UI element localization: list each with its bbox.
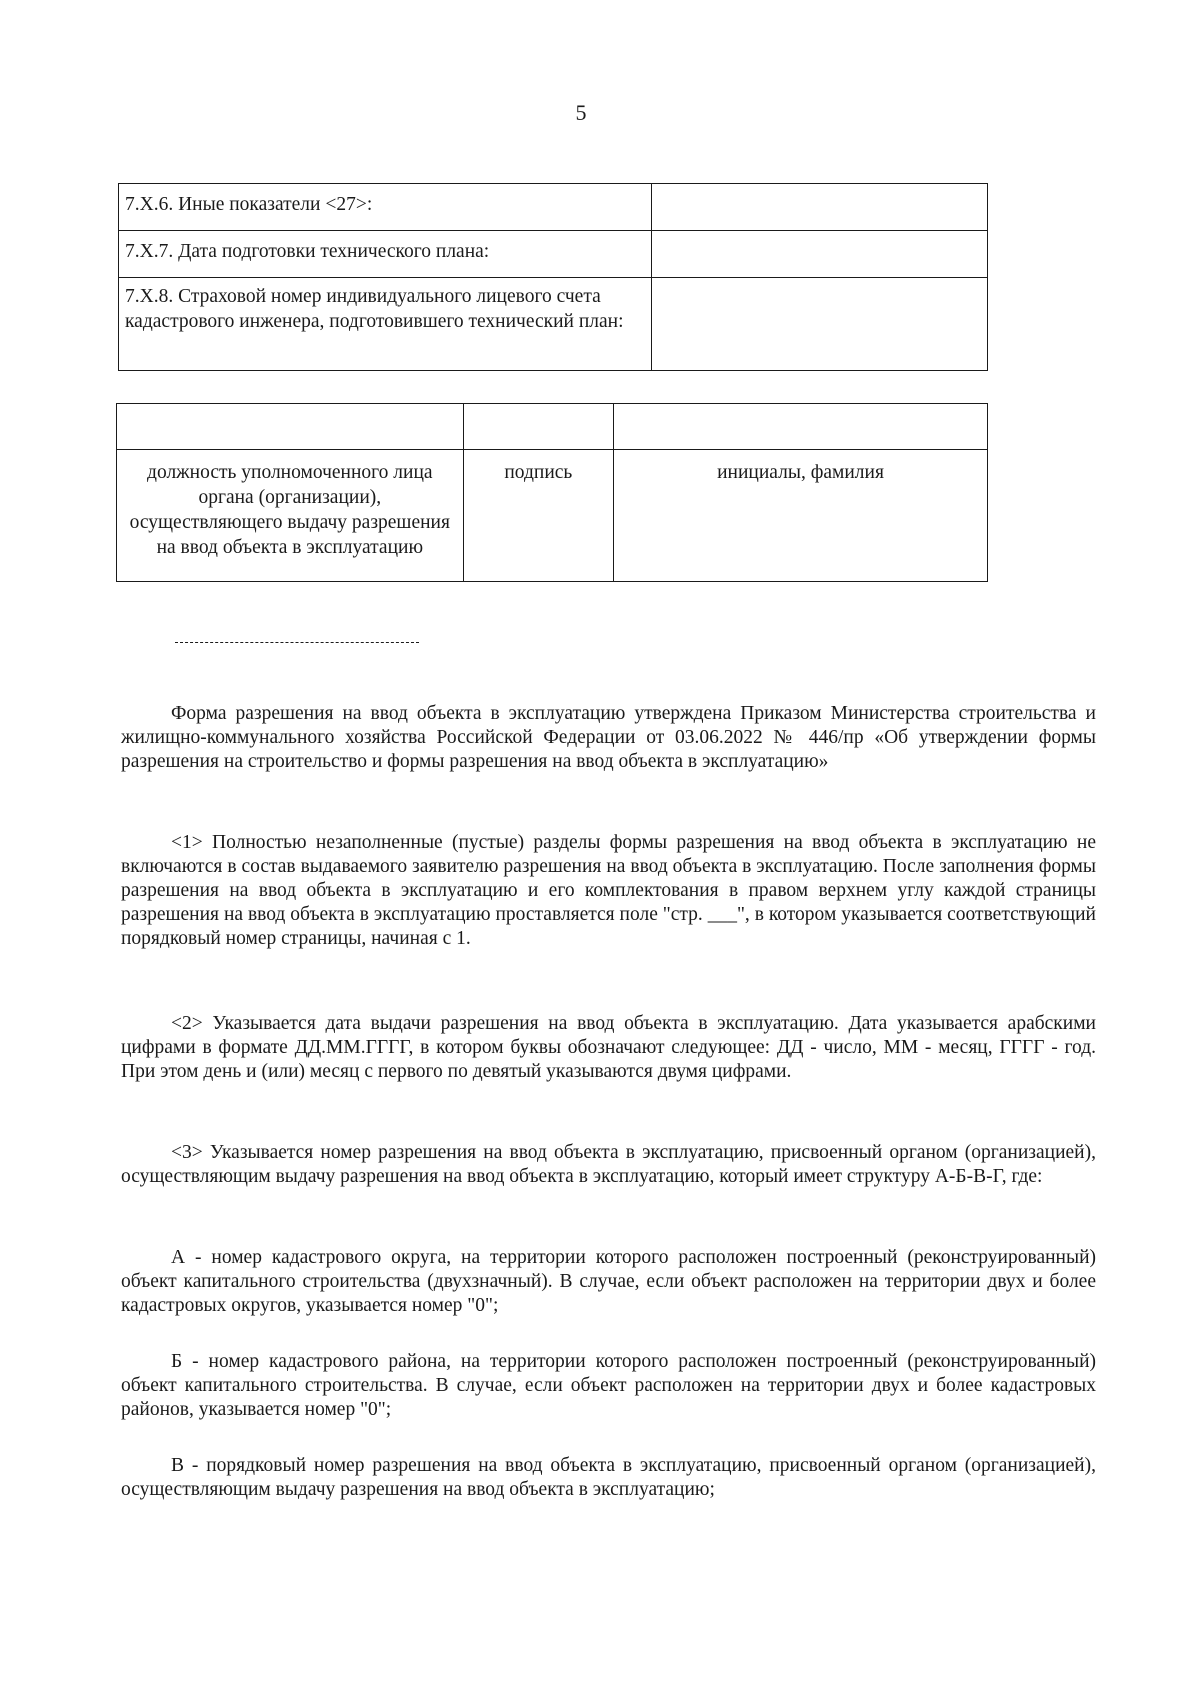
plan-date-value — [652, 231, 988, 278]
snils-value — [652, 278, 988, 371]
snils-label: 7.X.8. Страховой номер индивидуального лицевого счета кадастрового инженера, подготовившего технический план: — [119, 278, 652, 371]
form-approval-note: Форма разрешения на ввод объекта в эксплуатацию утверждена Приказом Министерства строительства и жилищно-коммунального хозяйства Российской Федерации от 03.06.2022 № 446/пр «Об утверждении формы разрешения на строительство и формы разрешения на ввод объекта в эксплуатацию» — [121, 702, 1096, 772]
signature-blank-row — [117, 404, 988, 450]
structure-item-v: В - порядковый номер разрешения на ввод объекта в эксплуатацию, присвоенный органом (организацией), осуществляющим выдачу разрешения на ввод объекта в эксплуатацию; — [121, 1454, 1096, 1500]
other-indicators-value — [652, 184, 988, 231]
signature-blank-cell — [463, 404, 613, 450]
signature-table — [116, 403, 988, 582]
other-indicators-label: 7.X.6. Иные показатели <27>: — [119, 184, 652, 231]
table-row — [119, 231, 988, 278]
position-caption: должность уполномоченного лица органа (организации), осуществляющего выдачу разрешения на ввод объекта в эксплуатацию — [117, 450, 464, 582]
name-caption: инициалы, фамилия — [614, 450, 988, 582]
footnote-3: <3> Указывается номер разрешения на ввод объекта в эксплуатацию, присвоенный органом (организацией), осуществляющим выдачу разрешения на ввод объекта в эксплуатацию, который имеет структуру А-Б-В-Г, где: — [121, 1141, 1096, 1187]
name-blank-cell — [614, 404, 988, 450]
position-blank-cell — [117, 404, 464, 450]
plan-date-label: 7.X.7. Дата подготовки технического плана: — [119, 231, 652, 278]
signature-caption-row — [117, 450, 988, 582]
technical-plan-table — [118, 183, 988, 371]
structure-item-b: Б - номер кадастрового района, на территории которого расположен построенный (реконструированный) объект капитального строительства. В случае, если объект расположен на территории двух и более кадастровых районов, указывается номер "0"; — [121, 1350, 1096, 1420]
footnote-2: <2> Указывается дата выдачи разрешения на ввод объекта в эксплуатацию. Дата указывается арабскими цифрами в формате ДД.ММ.ГГГГ, в котором буквы обозначают следующее: ДД - число, ММ - месяц, ГГГГ - год. При этом день и (или) месяц с первого по девятый указываются двумя цифрами. — [121, 1012, 1096, 1082]
page-number: 5 — [575, 100, 587, 125]
footnote-separator — [175, 642, 419, 643]
table-row — [119, 184, 988, 231]
structure-item-a: А - номер кадастрового округа, на территории которого расположен построенный (реконструированный) объект капитального строительства (двухзначный). В случае, если объект расположен на территории двух и более кадастровых округов, указывается номер "0"; — [121, 1246, 1096, 1316]
signature-caption: подпись — [463, 450, 613, 582]
footnote-1: <1> Полностью незаполненные (пустые) разделы формы разрешения на ввод объекта в эксплуатацию не включаются в состав выдаваемого заявителю разрешения на ввод объекта в эксплуатацию. После заполнения формы разрешения на ввод объекта в эксплуатацию и его комплектования в правом верхнем углу каждой страницы разрешения на ввод объекта в эксплуатацию проставляется поле "стр. ___", в котором указывается соответствующий порядковый номер страницы, начиная с 1. — [121, 831, 1096, 949]
table-row — [119, 278, 988, 371]
